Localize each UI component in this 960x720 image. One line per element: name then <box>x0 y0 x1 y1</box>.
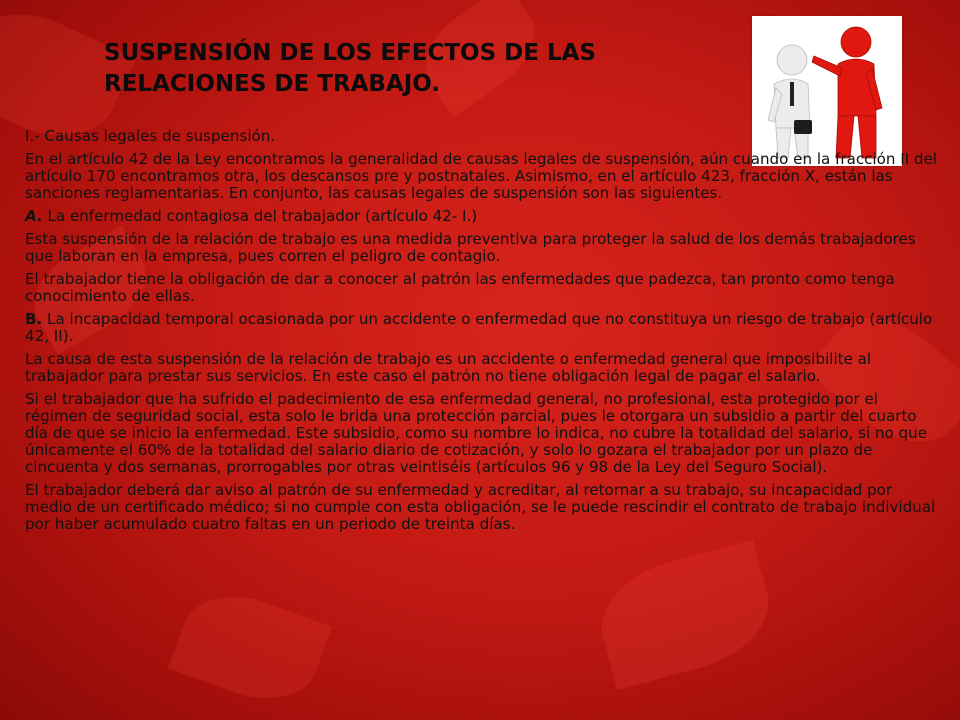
item-b-text: La incapacidad temporal ocasionada por un accidente o enfermedad que no constituya un riesgo de trabajo (artículo 42, II). <box>25 310 933 345</box>
paragraph-cause-of-suspension: La causa de esta suspensión de la relación de trabajo es un accidente o enfermedad general que imposibilite al trabajador para prestar sus servicios. En este caso el patrón no tiene obligación legal de pagar el salario. <box>25 350 872 385</box>
paragraph-social-security: Si el trabajador que ha sufrido el padecimiento de esa enfermedad general, no profesional, esta protegido por el régimen de seguridad social, esta solo le brida una protección parcial, pues le otorgara un subsidio a partir del cuarto día de que se inicio la enfermedad. Este subsidio, como su nombre lo indica, no cubre la totalidad del salario, si no que únicamente el 60% de la totalidad del salario diario de cotización, y solo lo gozara el trabajador por un plazo de cincuenta y dos semanas, prorrogables por otras veintiséis (artículos 96 y 98 de la Ley del Seguro Social). <box>25 390 927 476</box>
employee-tie <box>790 82 794 106</box>
background-leaf-decoration <box>589 540 782 690</box>
paragraph-heading-causes: I.- Causas legales de suspensión. <box>25 127 276 145</box>
slide-title-line-2: RELACIONES DE TRABAJO. <box>104 71 441 97</box>
paragraph-notice-obligation: El trabajador deberá dar aviso al patrón de su enfermedad y acreditar, al retornar a su trabajo, su incapacidad por medio de un certificado médico; si no cumple con esta obligación, se le puede rescindir el contrato de trabajo individual por haber acumulado cuatro faltas en un periodo de treinta días. <box>25 481 936 533</box>
item-a-text: La enfermedad contagiosa del trabajador (artículo 42- I.) <box>42 207 478 225</box>
background-leaf-decoration <box>168 579 332 716</box>
item-a-marker: A. <box>25 207 43 225</box>
slide-body-text <box>25 128 943 539</box>
paragraph-item-a <box>25 208 943 225</box>
slide-title <box>104 38 744 100</box>
paragraph-preventive-measure: Esta suspensión de la relación de trabajo es una medida preventiva para proteger la salud de los demás trabajadores que laboran en la empresa, pues corren el peligro de contagio. <box>25 230 916 265</box>
paragraph-article-42: En el artículo 42 de la Ley encontramos la generalidad de causas legales de suspensión, aún cuando en la fracción II del artículo 170 encontramos otra, los descansos pre y postnatales. Asimismo, en el artículo 423, fracción X, están las sanciones reglamentarias. En conjunto, las causas legales de suspensión son las siguientes. <box>25 150 937 202</box>
slide-title-line-1: SUSPENSIÓN DE LOS EFECTOS DE LAS <box>104 40 596 66</box>
paragraph-item-b <box>25 311 943 345</box>
paragraph-worker-obligation: El trabajador tiene la obligación de dar a conocer al patrón las enfermedades que padezca, tan pronto como tenga conocimiento de ellas. <box>25 270 895 305</box>
item-b-marker: B. <box>25 310 43 328</box>
